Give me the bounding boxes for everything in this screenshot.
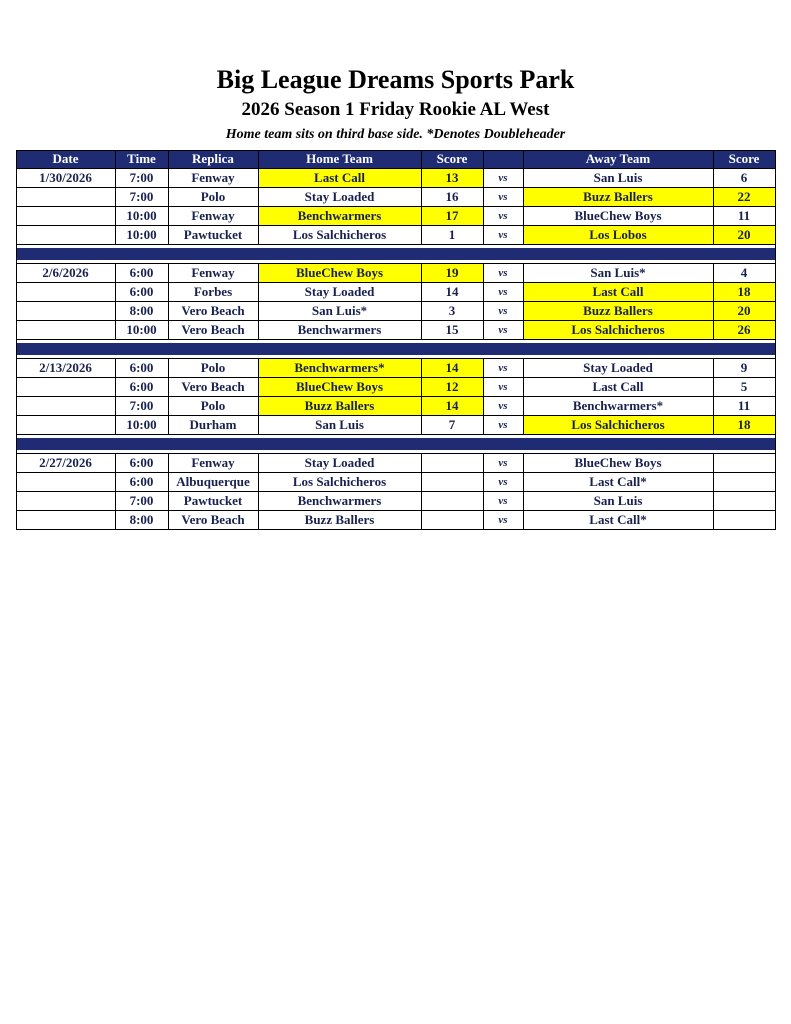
vs-cell: vs [483,320,523,339]
game-row [16,301,775,320]
away-score-cell: 18 [713,415,775,434]
replica-cell: Durham [168,415,258,434]
away-score-cell: 6 [713,168,775,187]
home-team-cell: Benchwarmers* [258,358,421,377]
vs-cell: vs [483,396,523,415]
game-row [16,453,775,472]
replica-cell: Fenway [168,206,258,225]
replica-cell: Vero Beach [168,301,258,320]
group-separator-row [16,434,775,453]
game-row [16,358,775,377]
replica-cell: Pawtucket [168,225,258,244]
date-cell [16,301,115,320]
vs-cell: vs [483,168,523,187]
column-header-away-score: Score [713,150,775,168]
home-score-cell [421,510,483,529]
time-cell: 6:00 [115,377,168,396]
date-cell: 1/30/2026 [16,168,115,187]
date-cell: 2/6/2026 [16,263,115,282]
home-team-cell: Benchwarmers [258,320,421,339]
away-score-cell: 4 [713,263,775,282]
group-separator-bar [17,438,775,450]
away-team-cell: Los Salchicheros [523,415,713,434]
home-score-cell: 14 [421,396,483,415]
time-cell: 7:00 [115,491,168,510]
time-cell: 6:00 [115,472,168,491]
time-cell: 6:00 [115,358,168,377]
replica-cell: Pawtucket [168,491,258,510]
time-cell: 8:00 [115,510,168,529]
away-score-cell: 11 [713,396,775,415]
home-score-cell: 7 [421,415,483,434]
schedule-table-body [16,168,775,529]
vs-cell: vs [483,301,523,320]
date-cell [16,225,115,244]
away-score-cell: 18 [713,282,775,301]
away-team-cell: San Luis* [523,263,713,282]
away-team-cell: Last Call* [523,510,713,529]
date-cell: 2/13/2026 [16,358,115,377]
away-team-cell: Last Call [523,377,713,396]
vs-cell: vs [483,263,523,282]
home-team-cell: Benchwarmers [258,491,421,510]
home-team-cell: Stay Loaded [258,453,421,472]
home-score-cell [421,491,483,510]
date-cell [16,187,115,206]
away-team-cell: Los Lobos [523,225,713,244]
date-cell [16,206,115,225]
time-cell: 6:00 [115,453,168,472]
home-score-cell: 13 [421,168,483,187]
home-team-cell: Last Call [258,168,421,187]
vs-cell: vs [483,415,523,434]
home-score-cell: 1 [421,225,483,244]
time-cell: 10:00 [115,415,168,434]
date-cell: 2/27/2026 [16,453,115,472]
away-team-cell: Buzz Ballers [523,187,713,206]
away-team-cell: BlueChew Boys [523,453,713,472]
column-header-time: Time [115,150,168,168]
home-score-cell [421,472,483,491]
home-team-cell: Los Salchicheros [258,225,421,244]
group-separator-row [16,339,775,358]
date-cell [16,510,115,529]
column-header-home-score: Score [421,150,483,168]
game-row [16,282,775,301]
group-separator-cell [16,244,775,263]
away-score-cell: 9 [713,358,775,377]
away-score-cell: 5 [713,377,775,396]
replica-cell: Vero Beach [168,377,258,396]
date-cell [16,415,115,434]
game-row [16,225,775,244]
game-row [16,206,775,225]
time-cell: 8:00 [115,301,168,320]
replica-cell: Fenway [168,168,258,187]
away-score-cell [713,453,775,472]
vs-cell: vs [483,510,523,529]
game-row [16,472,775,491]
time-cell: 10:00 [115,225,168,244]
home-team-cell: BlueChew Boys [258,263,421,282]
date-cell [16,472,115,491]
away-score-cell: 11 [713,206,775,225]
game-row [16,263,775,282]
replica-cell: Polo [168,187,258,206]
replica-cell: Forbes [168,282,258,301]
home-team-cell: San Luis [258,415,421,434]
home-team-cell: San Luis* [258,301,421,320]
away-team-cell: Last Call [523,282,713,301]
home-score-cell: 17 [421,206,483,225]
home-score-cell: 16 [421,187,483,206]
home-team-cell: Buzz Ballers [258,396,421,415]
vs-cell: vs [483,377,523,396]
vs-cell: vs [483,472,523,491]
vs-cell: vs [483,187,523,206]
vs-cell: vs [483,453,523,472]
game-row [16,396,775,415]
home-team-cell: Los Salchicheros [258,472,421,491]
time-cell: 10:00 [115,320,168,339]
game-row [16,320,775,339]
time-cell: 7:00 [115,187,168,206]
away-score-cell: 26 [713,320,775,339]
away-team-cell: Los Salchicheros [523,320,713,339]
date-cell [16,377,115,396]
home-score-cell [421,453,483,472]
home-score-cell: 14 [421,282,483,301]
away-score-cell [713,491,775,510]
away-team-cell: BlueChew Boys [523,206,713,225]
replica-cell: Polo [168,358,258,377]
home-team-cell: Benchwarmers [258,206,421,225]
away-team-cell: Stay Loaded [523,358,713,377]
vs-cell: vs [483,225,523,244]
away-team-cell: Benchwarmers* [523,396,713,415]
replica-cell: Albuquerque [168,472,258,491]
away-score-cell: 20 [713,225,775,244]
away-team-cell: San Luis [523,168,713,187]
away-team-cell: Buzz Ballers [523,301,713,320]
replica-cell: Polo [168,396,258,415]
home-score-cell: 19 [421,263,483,282]
group-separator-cell [16,339,775,358]
home-team-cell: Stay Loaded [258,187,421,206]
away-score-cell [713,510,775,529]
game-row [16,415,775,434]
home-team-cell: Stay Loaded [258,282,421,301]
column-header-away-team: Away Team [523,150,713,168]
home-score-cell: 3 [421,301,483,320]
page-subtitle: 2026 Season 1 Friday Rookie AL West [241,98,550,120]
page-title: Big League Dreams Sports Park [216,65,575,94]
home-team-cell: Buzz Ballers [258,510,421,529]
time-cell: 6:00 [115,282,168,301]
replica-cell: Vero Beach [168,510,258,529]
vs-cell: vs [483,491,523,510]
column-header-date: Date [16,150,115,168]
page-note: Home team sits on third base side. *Denotes Doubleheader [225,127,566,143]
away-team-cell: Last Call* [523,472,713,491]
time-cell: 6:00 [115,263,168,282]
group-separator-bar [17,343,775,355]
game-row [16,510,775,529]
date-cell [16,491,115,510]
replica-cell: Fenway [168,453,258,472]
group-separator-row [16,244,775,263]
time-cell: 7:00 [115,396,168,415]
replica-cell: Vero Beach [168,320,258,339]
home-score-cell: 14 [421,358,483,377]
vs-cell: vs [483,282,523,301]
home-score-cell: 12 [421,377,483,396]
game-row [16,491,775,510]
time-cell: 7:00 [115,168,168,187]
column-header-vs [483,150,523,168]
away-score-cell: 22 [713,187,775,206]
date-cell [16,320,115,339]
game-row [16,187,775,206]
vs-cell: vs [483,358,523,377]
away-score-cell [713,472,775,491]
schedule-table [16,150,776,530]
home-team-cell: BlueChew Boys [258,377,421,396]
table-header-row [16,150,775,168]
time-cell: 10:00 [115,206,168,225]
date-cell [16,282,115,301]
game-row [16,377,775,396]
replica-cell: Fenway [168,263,258,282]
group-separator-cell [16,434,775,453]
vs-cell: vs [483,206,523,225]
home-score-cell: 15 [421,320,483,339]
date-cell [16,396,115,415]
column-header-home-team: Home Team [258,150,421,168]
away-team-cell: San Luis [523,491,713,510]
away-score-cell: 20 [713,301,775,320]
group-separator-bar [17,248,775,260]
game-row [16,168,775,187]
column-header-replica: Replica [168,150,258,168]
